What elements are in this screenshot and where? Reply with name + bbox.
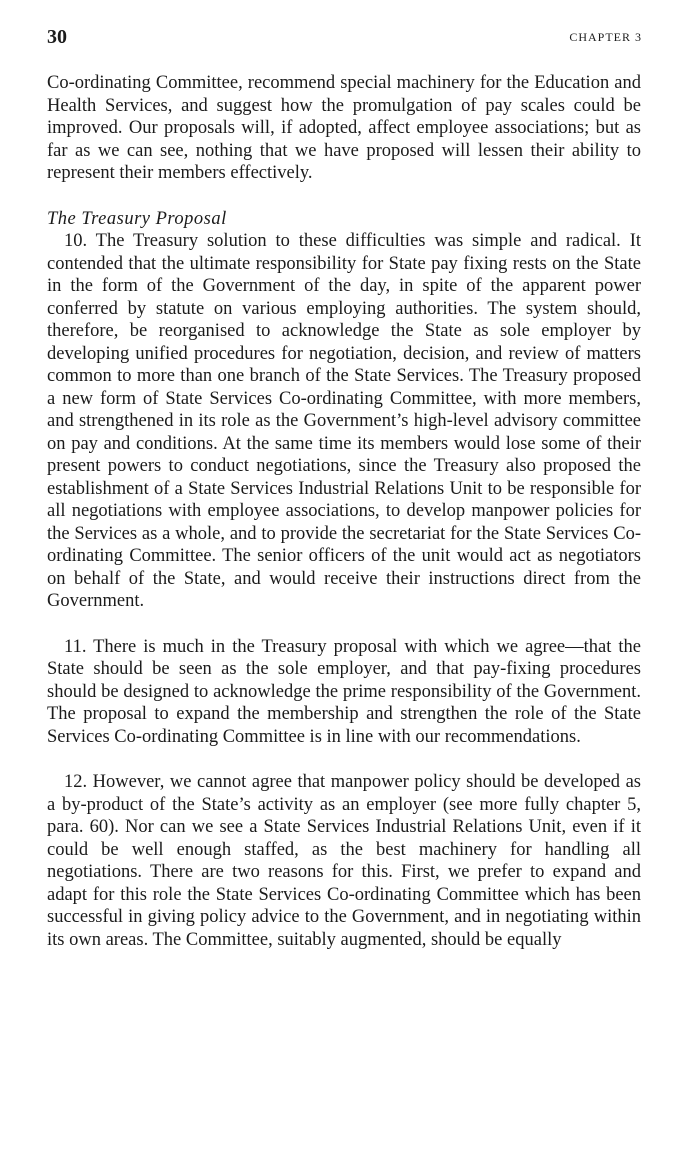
paragraph-11: 11. There is much in the Treasury proposal with which we agree—that the State should be seen as the sole employer, and that pay-fixing procedures should be designed to acknowledge the prime responsibility of the Government. The proposal to expand the membership and strengthen the role of the State Services Co-ordinating Committee is in line with our recommendations.: [47, 636, 641, 747]
paragraph-12: 12. However, we cannot agree that manpower policy should be developed as a by-product of the State’s activity as an employer (see more fully chapter 5, para. 60). Nor can we see a State Services Industrial Relations Unit, even if it could be well enough staffed, as the best machinery for handling all negotiations. There are two reasons for this. First, we prefer to expand and adapt for this role the State Services Co-ordinating Committee which has been successful in giving policy advice to the Government, and in negotiating within its own areas. The Committee, suitably augmented, should be equally: [47, 772, 641, 950]
section-heading: The Treasury Proposal: [47, 208, 227, 229]
paragraph-intro: Co-ordinating Committee, recommend special machinery for the Education and Health Services, and suggest how the promulgation of pay scales could be improved. Our proposals will, if adopted, affect employee associations; but as far as we can see, nothing that we have proposed will lessen their ability to represent their members effectively.: [47, 73, 641, 183]
page-header: [47, 26, 642, 50]
chapter-label: CHAPTER 3: [569, 30, 642, 44]
paragraph-10: 10. The Treasury solution to these difficulties was simple and radical. It contended that the ultimate responsibility for State pay fixing rests on the State in the form of the Government of the day, in spite of the apparent power conferred by statute on various employing authorities. The system should, therefore, be reorganised to acknowledge the State as sole employer by developing unified procedures for negotiation, decision, and review of matters common to more than one branch of the State Services. The Treasury proposed a new form of State Services Co-ordinating Committee, with more members, and strengthened in its role as the Government’s high-level advisory committee on pay and conditions. At the same time its members would lose some of their present powers to conduct negotiations, since the Treasury also proposed the establishment of a State Services Industrial Relations Unit to be responsible for all negotiations with employee associations, to develop manpower policies for the Services as a whole, and to provide the secretariat for the State Services Co-ordinating Committee. The senior officers of the unit would act as negotiators on behalf of the State, and would receive their instructions direct from the Government.: [47, 231, 641, 611]
body-text: [47, 72, 641, 974]
page-number: 30: [47, 26, 67, 48]
